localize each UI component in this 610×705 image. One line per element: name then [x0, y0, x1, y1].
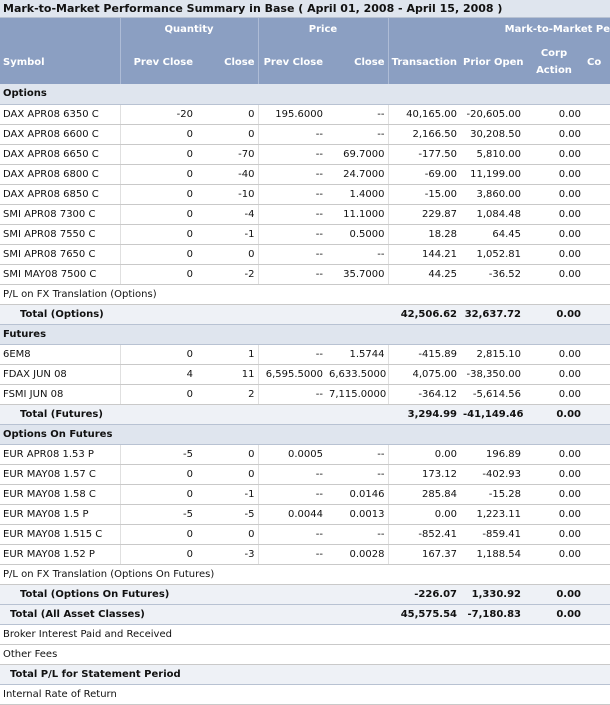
truncated-cell — [584, 124, 610, 144]
price-prev-close-cell: -- — [258, 484, 326, 504]
qty-close-cell: -10 — [196, 184, 258, 204]
transaction-cell: 0.00 — [388, 444, 460, 464]
qty-close-cell: 0 — [196, 524, 258, 544]
prior-open-cell: -5,614.56 — [460, 384, 524, 404]
truncated-cell — [584, 444, 610, 464]
corp-action-cell: 0.00 — [524, 104, 584, 124]
symbol-cell: SMI MAY08 7500 C — [0, 264, 120, 284]
price-close-cell: -- — [326, 464, 388, 484]
truncated-cell — [584, 464, 610, 484]
prior-open-cell: -15.28 — [460, 484, 524, 504]
qty-close-cell: 2 — [196, 384, 258, 404]
report-title: Mark-to-Market Performance Summary in Base ( April 01, 2008 - April 15, 2008 ) — [0, 0, 610, 18]
truncated-cell — [584, 244, 610, 264]
truncated-cell — [584, 224, 610, 244]
prior-open-cell: 3,860.00 — [460, 184, 524, 204]
fx-translation-options-on-futures-label: P/L on FX Translation (Options On Futures) — [0, 564, 610, 584]
header-corp-action: Corp Action — [524, 40, 584, 84]
corp-action-cell: 0.00 — [524, 444, 584, 464]
corp-action-cell: 0.00 — [524, 364, 584, 384]
table-row — [0, 364, 610, 384]
corp-action-cell: 0.00 — [524, 464, 584, 484]
header-qty-close: Close — [196, 40, 258, 84]
qty-close-cell: -4 — [196, 204, 258, 224]
corp-action-cell: 0.00 — [524, 184, 584, 204]
broker-interest-row — [0, 624, 610, 644]
truncated-cell — [584, 544, 610, 564]
header-symbol: Symbol — [0, 40, 120, 84]
table-row — [0, 244, 610, 264]
symbol-cell: DAX APR08 6800 C — [0, 164, 120, 184]
transaction-cell: 285.84 — [388, 484, 460, 504]
transaction-cell: 173.12 — [388, 464, 460, 484]
other-fees-row-label: Other Fees — [0, 644, 610, 664]
truncated-cell — [584, 144, 610, 164]
price-close-cell: 11.1000 — [326, 204, 388, 224]
qty-prev-close-cell: 4 — [120, 364, 196, 384]
corp-action-cell: 0.00 — [524, 504, 584, 524]
qty-prev-close-cell: -5 — [120, 444, 196, 464]
total-transaction-cell: -226.07 — [388, 584, 460, 604]
table-row — [0, 144, 610, 164]
qty-close-cell: 0 — [196, 124, 258, 144]
price-prev-close-cell: -- — [258, 464, 326, 484]
total-transaction-cell: 45,575.54 — [388, 604, 460, 624]
price-prev-close-cell: -- — [258, 524, 326, 544]
truncated-cell — [584, 404, 610, 424]
price-prev-close-cell: -- — [258, 204, 326, 224]
header-blank — [0, 18, 120, 40]
transaction-cell: -852.41 — [388, 524, 460, 544]
transaction-cell: 144.21 — [388, 244, 460, 264]
price-prev-close-cell: -- — [258, 184, 326, 204]
prior-open-cell: 196.89 — [460, 444, 524, 464]
price-prev-close-cell: 0.0044 — [258, 504, 326, 524]
header-group-row — [0, 18, 610, 40]
prior-open-cell: 11,199.00 — [460, 164, 524, 184]
symbol-cell: EUR APR08 1.53 P — [0, 444, 120, 464]
corp-action-cell: 0.00 — [524, 524, 584, 544]
table-row — [0, 544, 610, 564]
transaction-cell: 44.25 — [388, 264, 460, 284]
price-prev-close-cell: -- — [258, 224, 326, 244]
prior-open-cell: 2,815.10 — [460, 344, 524, 364]
qty-prev-close-cell: -5 — [120, 504, 196, 524]
price-prev-close-cell: 6,595.5000 — [258, 364, 326, 384]
header-column-row — [0, 40, 610, 84]
transaction-cell: 0.00 — [388, 504, 460, 524]
truncated-cell — [584, 164, 610, 184]
price-prev-close-cell: -- — [258, 124, 326, 144]
corp-action-cell: 0.00 — [524, 224, 584, 244]
symbol-cell: DAX APR08 6600 C — [0, 124, 120, 144]
truncated-cell — [584, 584, 610, 604]
header-quantity: Quantity — [120, 18, 258, 40]
transaction-cell: -415.89 — [388, 344, 460, 364]
total-pl-statement-row-label: Total P/L for Statement Period — [0, 664, 610, 684]
prior-open-cell: 1,052.81 — [460, 244, 524, 264]
corp-action-cell: 0.00 — [524, 244, 584, 264]
total-row-options-on-futures — [0, 584, 610, 604]
symbol-cell: SMI APR08 7550 C — [0, 224, 120, 244]
qty-prev-close-cell: 0 — [120, 124, 196, 144]
transaction-cell: 167.37 — [388, 544, 460, 564]
transaction-cell: 4,075.00 — [388, 364, 460, 384]
section-label: Options — [0, 84, 610, 104]
section-label: Futures — [0, 324, 610, 344]
table-row — [0, 484, 610, 504]
prior-open-cell: 1,084.48 — [460, 204, 524, 224]
qty-prev-close-cell: 0 — [120, 144, 196, 164]
qty-close-cell: 0 — [196, 244, 258, 264]
qty-close-cell: -1 — [196, 484, 258, 504]
transaction-cell: -69.00 — [388, 164, 460, 184]
qty-close-cell: -5 — [196, 504, 258, 524]
prior-open-cell: -859.41 — [460, 524, 524, 544]
price-close-cell: 0.0146 — [326, 484, 388, 504]
symbol-cell: EUR MAY08 1.57 C — [0, 464, 120, 484]
table-row — [0, 504, 610, 524]
qty-close-cell: 11 — [196, 364, 258, 384]
section-options-on-futures — [0, 424, 610, 444]
price-prev-close-cell: 0.0005 — [258, 444, 326, 464]
performance-table — [0, 18, 610, 705]
header-mark-to-market: Mark-to-Market Pe — [388, 18, 610, 40]
qty-close-cell: 0 — [196, 104, 258, 124]
header-co-truncated: Co — [584, 40, 610, 84]
total-row-options — [0, 304, 610, 324]
total-prior-open-cell: 1,330.92 — [460, 584, 524, 604]
price-close-cell: -- — [326, 444, 388, 464]
table-row — [0, 464, 610, 484]
transaction-cell: -364.12 — [388, 384, 460, 404]
total-corp-action-cell: 0.00 — [524, 304, 584, 324]
transaction-cell: 18.28 — [388, 224, 460, 244]
qty-prev-close-cell: 0 — [120, 344, 196, 364]
section-options — [0, 84, 610, 104]
qty-prev-close-cell: 0 — [120, 524, 196, 544]
qty-close-cell: -40 — [196, 164, 258, 184]
broker-interest-row-label: Broker Interest Paid and Received — [0, 624, 610, 644]
corp-action-cell: 0.00 — [524, 484, 584, 504]
qty-prev-close-cell: -20 — [120, 104, 196, 124]
section-futures — [0, 324, 610, 344]
prior-open-cell: 64.45 — [460, 224, 524, 244]
corp-action-cell: 0.00 — [524, 344, 584, 364]
qty-prev-close-cell: 0 — [120, 484, 196, 504]
table-row — [0, 264, 610, 284]
qty-prev-close-cell: 0 — [120, 184, 196, 204]
price-prev-close-cell: -- — [258, 384, 326, 404]
prior-open-cell: 1,188.54 — [460, 544, 524, 564]
header-price: Price — [258, 18, 388, 40]
total-row-futures — [0, 404, 610, 424]
truncated-cell — [584, 304, 610, 324]
symbol-cell: EUR MAY08 1.5 P — [0, 504, 120, 524]
qty-prev-close-cell: 0 — [120, 204, 196, 224]
price-close-cell: 7,115.0000 — [326, 384, 388, 404]
prior-open-cell: -402.93 — [460, 464, 524, 484]
truncated-cell — [584, 344, 610, 364]
corp-action-cell: 0.00 — [524, 164, 584, 184]
transaction-cell: 40,165.00 — [388, 104, 460, 124]
price-prev-close-cell: -- — [258, 344, 326, 364]
table-row — [0, 124, 610, 144]
symbol-cell: 6EM8 — [0, 344, 120, 364]
total-row-all — [0, 604, 610, 624]
total-label: Total (Options) — [0, 304, 388, 324]
price-close-cell: 0.0013 — [326, 504, 388, 524]
table-row — [0, 524, 610, 544]
qty-prev-close-cell: 0 — [120, 164, 196, 184]
price-close-cell: 1.5744 — [326, 344, 388, 364]
section-label: Options On Futures — [0, 424, 610, 444]
total-transaction-cell: 42,506.62 — [388, 304, 460, 324]
symbol-cell: EUR MAY08 1.58 C — [0, 484, 120, 504]
transaction-cell: 229.87 — [388, 204, 460, 224]
total-corp-action-cell: 0.00 — [524, 584, 584, 604]
price-close-cell: 6,633.5000 — [326, 364, 388, 384]
truncated-cell — [584, 524, 610, 544]
table-row — [0, 344, 610, 364]
header-qty-prev-close: Prev Close — [120, 40, 196, 84]
total-corp-action-cell: 0.00 — [524, 604, 584, 624]
truncated-cell — [584, 264, 610, 284]
truncated-cell — [584, 384, 610, 404]
internal-rate-of-return-row-label: Internal Rate of Return — [0, 684, 610, 704]
truncated-cell — [584, 364, 610, 384]
price-prev-close-cell: -- — [258, 264, 326, 284]
qty-close-cell: 0 — [196, 444, 258, 464]
truncated-cell — [584, 104, 610, 124]
transaction-cell: -15.00 — [388, 184, 460, 204]
qty-prev-close-cell: 0 — [120, 264, 196, 284]
table-row — [0, 384, 610, 404]
symbol-cell: DAX APR08 6350 C — [0, 104, 120, 124]
total-label: Total (Futures) — [0, 404, 388, 424]
corp-action-cell: 0.00 — [524, 204, 584, 224]
price-prev-close-cell: -- — [258, 144, 326, 164]
transaction-cell: 2,166.50 — [388, 124, 460, 144]
prior-open-cell: -36.52 — [460, 264, 524, 284]
prior-open-cell: 5,810.00 — [460, 144, 524, 164]
header-price-prev-close: Prev Close — [258, 40, 326, 84]
symbol-cell: DAX APR08 6850 C — [0, 184, 120, 204]
truncated-cell — [584, 504, 610, 524]
price-close-cell: 1.4000 — [326, 184, 388, 204]
prior-open-cell: -20,605.00 — [460, 104, 524, 124]
qty-close-cell: 0 — [196, 464, 258, 484]
truncated-cell — [584, 204, 610, 224]
table-row — [0, 224, 610, 244]
price-close-cell: -- — [326, 104, 388, 124]
total-label: Total (All Asset Classes) — [0, 604, 388, 624]
total-prior-open-cell: -41,149.46 — [460, 404, 524, 424]
price-close-cell: -- — [326, 524, 388, 544]
fx-translation-options-label: P/L on FX Translation (Options) — [0, 284, 610, 304]
internal-rate-of-return-row — [0, 684, 610, 704]
table-row — [0, 104, 610, 124]
qty-prev-close-cell: 0 — [120, 244, 196, 264]
fx-translation-options — [0, 284, 610, 304]
symbol-cell: SMI APR08 7300 C — [0, 204, 120, 224]
header-prior-open: Prior Open — [460, 40, 524, 84]
header-transaction: Transaction — [388, 40, 460, 84]
other-fees-row — [0, 644, 610, 664]
qty-close-cell: -1 — [196, 224, 258, 244]
qty-close-cell: -2 — [196, 264, 258, 284]
truncated-cell — [584, 184, 610, 204]
qty-prev-close-cell: 0 — [120, 224, 196, 244]
table-row — [0, 204, 610, 224]
price-close-cell: 69.7000 — [326, 144, 388, 164]
price-close-cell: -- — [326, 124, 388, 144]
prior-open-cell: 1,223.11 — [460, 504, 524, 524]
qty-prev-close-cell: 0 — [120, 464, 196, 484]
total-transaction-cell: 3,294.99 — [388, 404, 460, 424]
corp-action-cell: 0.00 — [524, 544, 584, 564]
price-prev-close-cell: -- — [258, 244, 326, 264]
symbol-cell: FDAX JUN 08 — [0, 364, 120, 384]
symbol-cell: FSMI JUN 08 — [0, 384, 120, 404]
price-close-cell: 0.0028 — [326, 544, 388, 564]
price-prev-close-cell: 195.6000 — [258, 104, 326, 124]
table-row — [0, 164, 610, 184]
corp-action-cell: 0.00 — [524, 124, 584, 144]
total-prior-open-cell: -7,180.83 — [460, 604, 524, 624]
price-close-cell: 0.5000 — [326, 224, 388, 244]
transaction-cell: -177.50 — [388, 144, 460, 164]
corp-action-cell: 0.00 — [524, 264, 584, 284]
price-prev-close-cell: -- — [258, 544, 326, 564]
total-prior-open-cell: 32,637.72 — [460, 304, 524, 324]
qty-prev-close-cell: 0 — [120, 544, 196, 564]
price-prev-close-cell: -- — [258, 164, 326, 184]
table-row — [0, 444, 610, 464]
fx-translation-options-on-futures — [0, 564, 610, 584]
price-close-cell: 24.7000 — [326, 164, 388, 184]
qty-close-cell: -3 — [196, 544, 258, 564]
truncated-cell — [584, 604, 610, 624]
symbol-cell: EUR MAY08 1.52 P — [0, 544, 120, 564]
table-row — [0, 184, 610, 204]
corp-action-cell: 0.00 — [524, 384, 584, 404]
prior-open-cell: 30,208.50 — [460, 124, 524, 144]
qty-close-cell: 1 — [196, 344, 258, 364]
total-corp-action-cell: 0.00 — [524, 404, 584, 424]
qty-prev-close-cell: 0 — [120, 384, 196, 404]
corp-action-cell: 0.00 — [524, 144, 584, 164]
total-label: Total (Options On Futures) — [0, 584, 388, 604]
price-close-cell: 35.7000 — [326, 264, 388, 284]
symbol-cell: EUR MAY08 1.515 C — [0, 524, 120, 544]
qty-close-cell: -70 — [196, 144, 258, 164]
symbol-cell: SMI APR08 7650 C — [0, 244, 120, 264]
price-close-cell: -- — [326, 244, 388, 264]
symbol-cell: DAX APR08 6650 C — [0, 144, 120, 164]
truncated-cell — [584, 484, 610, 504]
header-price-close: Close — [326, 40, 388, 84]
total-pl-statement-row — [0, 664, 610, 684]
prior-open-cell: -38,350.00 — [460, 364, 524, 384]
